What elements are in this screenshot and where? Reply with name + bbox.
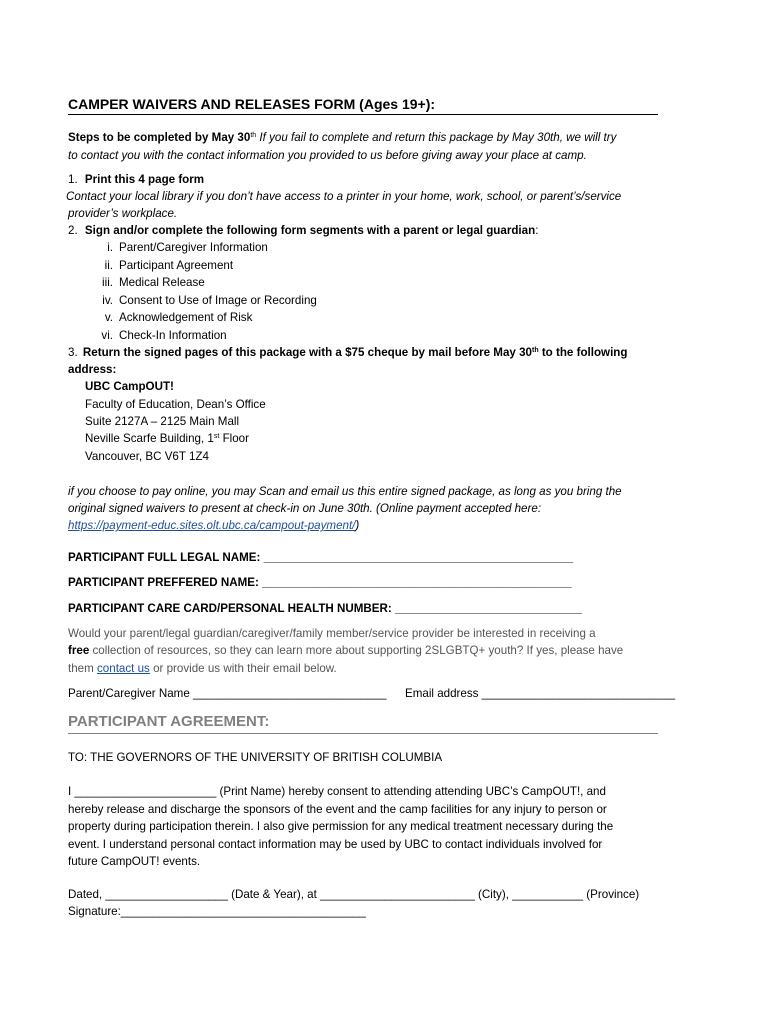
step-3-text-c: address: [68, 363, 117, 376]
agreement-paragraph-line-1: I ______________________ (Print Name) hereby consent to attending attending UBC’s CampOUT!, and [68, 785, 606, 798]
resources-line-2 [68, 643, 623, 658]
address-org: UBC CampOUT! [85, 380, 174, 393]
caregiver-name-field[interactable]: Parent/Caregiver Name ______________________________ [68, 687, 387, 700]
online-payment-line-2: original signed waivers to present at check-in on June 30th. (Online payment accepted here: [68, 502, 542, 515]
step-1 [68, 172, 204, 187]
step-3-number: 3. [68, 346, 78, 359]
segment-item [85, 293, 317, 308]
segment-number: ii. [104, 259, 113, 272]
step-1-number: 1. [68, 173, 78, 186]
steps-deadline-sup: th [250, 132, 257, 139]
legal-name-field[interactable]: PARTICIPANT FULL LEGAL NAME: ________________________________________________ [68, 551, 574, 564]
address-line-3-b: Floor [219, 432, 249, 445]
address-line-3-sup: st [213, 433, 220, 440]
segment-number: i. [107, 241, 113, 254]
agreement-paragraph-line-2: hereby release and discharge the sponsors of the event and the camp facilities for any injury to person or [68, 803, 607, 816]
steps-deadline: Steps to be completed by May 30 [68, 131, 251, 144]
agreement-title-underline [68, 733, 658, 734]
online-payment-line-3 [68, 518, 359, 533]
dated-field[interactable]: Dated, ___________________ (Date & Year), at ________________________ (City), ___________ (Province) [68, 888, 640, 901]
agreement-addressee: TO: THE GOVERNORS OF THE UNIVERSITY OF BRITISH COLUMBIA [68, 751, 443, 764]
payment-link-close: ) [355, 519, 360, 532]
signature-field[interactable]: Signature:______________________________________ [68, 905, 366, 918]
step-2-colon: : [535, 224, 539, 237]
steps-warning-1: If you fail to complete and return this package by May 30th, we will try [256, 131, 617, 144]
agreement-paragraph-line-3: property during participation therein. I also give permission for any medical treatment necessary during the [68, 820, 614, 833]
title-underline [68, 114, 658, 115]
address-line-3-a: Neville Scarfe Building, 1 [85, 432, 214, 445]
resources-line-3 [68, 661, 337, 676]
address-line-1: Faculty of Education, Dean’s Office [85, 398, 266, 411]
segment-item [85, 240, 268, 255]
agreement-title: PARTICIPANT AGREEMENT: [68, 713, 270, 730]
agreement-paragraph-line-4: event. I understand personal contact information may be used by UBC to contact individuals involved for [68, 838, 603, 851]
step-1-note-2: provider’s workplace. [68, 207, 178, 220]
segment-number: iv. [102, 294, 113, 307]
segment-label: Participant Agreement [119, 259, 234, 272]
segment-number: vi. [101, 329, 113, 342]
segment-item [85, 328, 227, 343]
step-1-note-1: Contact your local library if you don’t have access to a printer in your home, work, school, or parent’s/service [66, 190, 622, 203]
address-line-3 [85, 431, 249, 446]
step-3-text-b: to the following [538, 346, 628, 359]
segment-label: Medical Release [119, 276, 205, 289]
segment-number: iii. [102, 276, 113, 289]
resources-line-3-b: or provide us with their email below. [149, 662, 337, 675]
step-2 [68, 223, 538, 238]
segment-label: Parent/Caregiver Information [119, 241, 268, 254]
health-number-field[interactable]: PARTICIPANT CARE CARD/PERSONAL HEALTH NUMBER: _____________________________ [68, 602, 582, 615]
form-title: CAMPER WAIVERS AND RELEASES FORM (Ages 19+): [68, 96, 436, 112]
segment-item [85, 310, 252, 325]
segment-label: Acknowledgement of Risk [119, 311, 253, 324]
resources-line-3-a: them [68, 662, 97, 675]
step-3 [68, 345, 627, 360]
caregiver-email-field[interactable]: Email address ______________________________ [405, 687, 676, 700]
agreement-paragraph-line-5: future CampOUT! events. [68, 855, 201, 868]
step-3-sup: th [531, 347, 539, 354]
contact-us-link[interactable]: contact us [97, 662, 150, 675]
segment-label: Check-In Information [119, 329, 227, 342]
online-payment-line-1: if you choose to pay online, you may Scan and email us this entire signed package, as long as you bring the [68, 485, 622, 498]
segment-item [85, 275, 205, 290]
step-1-text: Print this 4 page form [84, 173, 205, 186]
steps-warning-2: to contact you with the contact information you provided to us before giving away your place at camp. [68, 149, 587, 162]
step-2-text: Sign and/or complete the following form segments with a parent or legal guardian [84, 224, 536, 237]
step-2-number: 2. [68, 224, 78, 237]
address-line-2: Suite 2127A – 2125 Main Mall [85, 415, 240, 428]
resources-line-2-rest: collection of resources, so they can learn more about supporting 2SLGBTQ+ youth? If yes, please have [89, 644, 624, 657]
step-3-text: Return the signed pages of this package with a $75 cheque by mail before May 30 [82, 346, 532, 359]
steps-intro-line-1 [68, 130, 616, 145]
segment-item [85, 258, 233, 273]
preferred-name-field[interactable]: PARTICIPANT PREFFERED NAME: ________________________________________________ [68, 576, 572, 589]
resources-free: free [68, 644, 90, 657]
address-line-4: Vancouver, BC V6T 1Z4 [85, 450, 209, 463]
segment-number: v. [104, 311, 113, 324]
resources-line-1: Would your parent/legal guardian/caregiver/family member/service provider be interested in receiving a [68, 627, 596, 640]
payment-link[interactable]: https://payment-educ.sites.olt.ubc.ca/campout-payment/ [68, 519, 356, 532]
segment-label: Consent to Use of Image or Recording [119, 294, 317, 307]
